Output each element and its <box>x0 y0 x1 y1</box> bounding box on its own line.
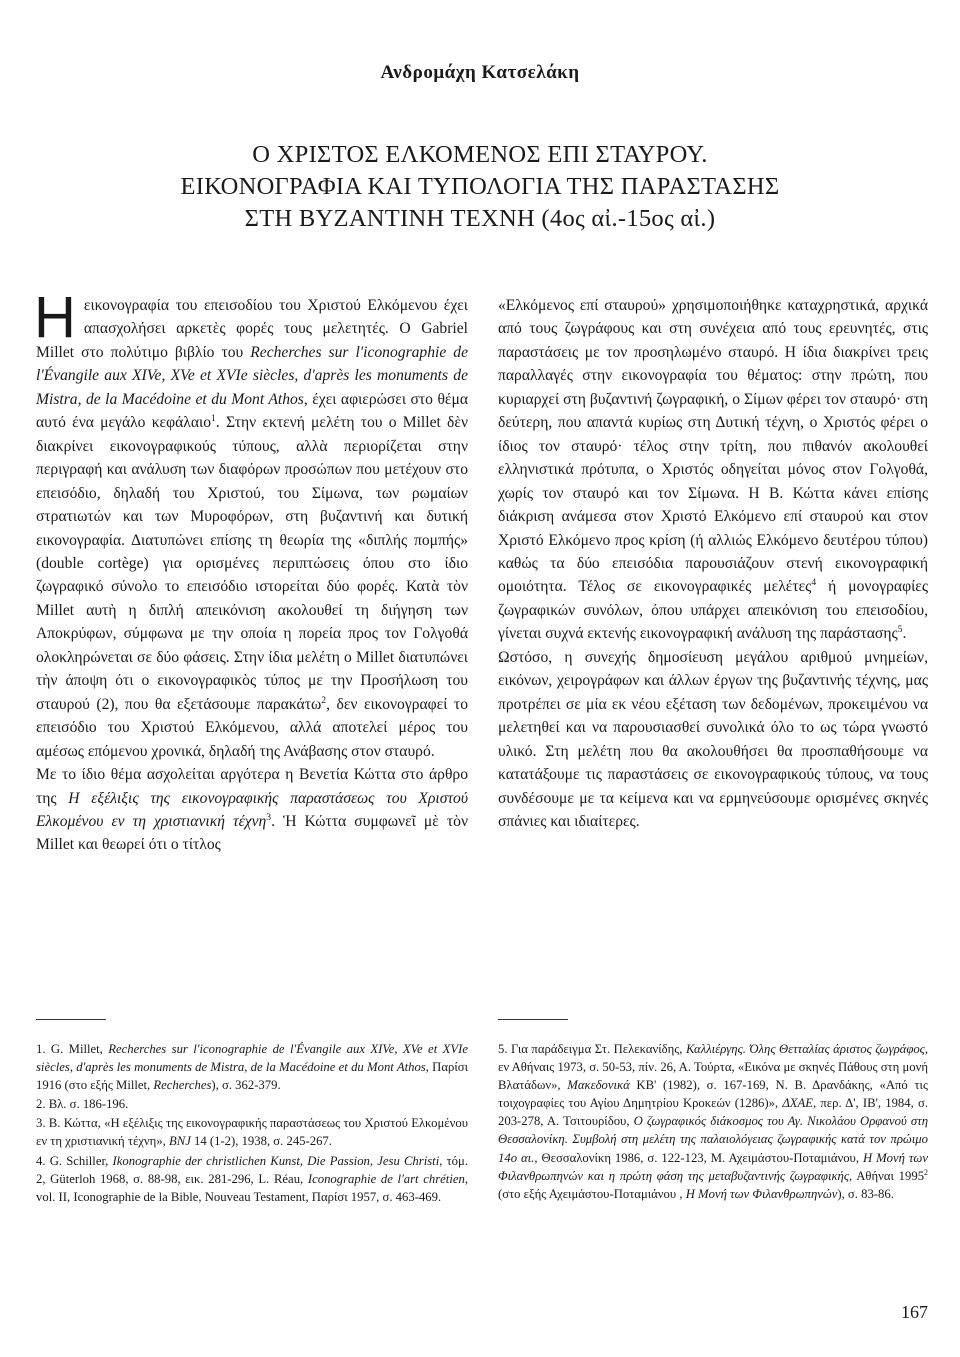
text-run: , Παρίσι 1916 (στο εξής Millet, <box>36 1060 468 1093</box>
footnote-2: 2. Βλ. σ. 186-196. <box>36 1097 129 1112</box>
text-run: (στο εξής Αχειμάστου-Ποταμιάνου , <box>498 1186 686 1201</box>
body-column-right <box>498 294 928 833</box>
text-run: ΚΒ' (1982), σ. 167-169, Ν. Β. Δρανδάκης, «Από τις τοιχογραφίες του Αγίου Δημητρίου Κροκεών (1286)», <box>498 1078 928 1111</box>
text-run: ΔΧΑΕ <box>782 1096 814 1111</box>
text-run: ), σ. 83-86. <box>837 1186 894 1201</box>
text-run: Ο ζωγραφικός διάκοσμος του Αγ. Νικολάου Ορφανού στη Θεσσαλονίκη. Συμβολή στη μελέτη της παλαιολόγειας ζωγραφικής κατά τον πρώιμο 14ο αι. <box>498 1114 928 1165</box>
text-run: 4. G. Schiller, <box>36 1153 113 1168</box>
text-run: Καλλιέργης. Όλης Θετταλίας άριστος ζωγράφος <box>685 1042 925 1056</box>
author-name: Ανδρομάχη Κατσελάκη <box>380 62 580 83</box>
footnote-ref-5[interactable]: 5 <box>897 624 903 636</box>
text-run: Η Μονή των Φιλανθρωπηνών <box>685 1186 838 1201</box>
title-line-3: ΣΤΗ ΒΥΖΑΝΤΙΝΗ ΤΕΧΝΗ (4ος αἰ.-15ος αἰ.) <box>244 205 716 232</box>
text-run: , Αθήναι 1995 <box>849 1168 925 1183</box>
text-run: 1. G. Millet, <box>36 1042 109 1056</box>
footnote-4 <box>36 1152 468 1206</box>
footnote-ref-4[interactable]: 4 <box>811 577 817 589</box>
text-run: ), σ. 362-379. <box>211 1078 281 1093</box>
footnote-ref-2[interactable]: 2 <box>321 694 327 706</box>
text-run: , τόμ. 2, Güterloh 1968, σ. 88-98, εικ. 281-296, L. Réau, <box>36 1153 469 1186</box>
text-run: Ikonographie der christlichen Kunst, Die Passion, Jesu Christi <box>112 1153 440 1168</box>
text-run: , δεν εικονογραφεί το επεισόδιο του Χριστού Ελκόμενου, αλλά αποτελεί μέρος του αμέσως επόμενου χρονικά, δηλαδή της Ανάβασης στον σταυρό. <box>36 695 468 760</box>
text-run: Recherches sur l'iconographie de l'Évangile aux XIVe, XVe et XVIe siècles, d'après les monuments de Mistra, de la Macédoine et du Mont Athos <box>36 1042 468 1075</box>
drop-cap: Η <box>34 285 76 350</box>
title-line-1: Ο ΧΡΙΣΤΟΣ ΕΛΚΟΜΕΝΟΣ ΕΠΙ ΣΤΑΥΡΟΥ. <box>252 141 708 168</box>
text-run: «Ελκόμενος επί σταυρού» χρησιμοποιήθηκε καταχρηστικά, αρχικά από τους ζωγράφους και στη συνέχεια από τους ερευνητές, στις παραστάσεις με τον προσηλωμένο σταυρό. Η ίδια διακρίνει τρεις παραλλαγές στην εικονογραφία του θέματος: στην πρώτη, που κυριαρχεί στη βυζαντινή ζωγραφική, ο Σίμων φέρει τον σταυρό· στη δεύτερη, που απαντά κυρίως στη Δυτική τέχνη, ο Χριστός φέρει ο ίδιος τον σταυρό· τέλος στην τρίτη, που πιθανόν ακολουθεί ελληνιστικά πρότυπα, ο Χριστός οδηγείται μόνος στον Γολγοθά, χωρίς τον σταυρό και τον Σίμωνα. Η Β. Κώττα κάνει επίσης διάκριση ανάμεσα στον Χριστό Ελκόμενο επί σταυρού και στον Χριστό Ελκόμενο προς κρίση (ή αλλιώς Ελκόμενο δευτέρου τύπου) καθώς τα δύο επεισόδια παρουσιάζουν στενή εικονογραφική ομοιότητα. Τέλος σε εικονογραφικές μελέτες <box>498 297 928 596</box>
footnote-divider-right <box>498 1019 568 1020</box>
text-run: , περ. Δ', ΙΒ', 1984, σ. 203-278, Α. Τσιτουρίδου, <box>498 1096 928 1129</box>
edition-superscript: 2 <box>924 1167 928 1177</box>
text-run: . Στην εκτενή μελέτη του ο Millet δὲν διακρίνει εικονογραφικούς τύπους, αλλὰ περιορίζεται στην περιγραφή και ανάλυση των διαφόρων προσώπων που μετέχουν στο επεισόδιο, δηλαδή του Χριστού, του Σίμωνα, των ρωμαίων στρατιωτών και των Μυροφόρων, στη βυζαντινή και δυτική εικονογραφία. Διατυπώνει επίσης τη θεωρία της «διπλής πομπής» (double cortège) για ορισμένες περιπτώσεις όπου στο ίδιο ζωγραφικό σύνολο το επεισόδιο ιστορείται δύο φορές. Κατὰ τὸν Millet αυτὴ η διπλή απεικόνιση ακολουθεί τη διήγηση των Αποκρύφων, σύμφωνα με την οποία η πορεία προς τον Γολγοθά ολοκληρώνεται σε δύο φάσεις. Στην ίδια μελέτη ο Millet διατυπώνει τὴν άποψη ότι ο εικονογραφικὸς τύπος με την Προσήλωση του σταυρού (2), που θα εξετάσουμε παρακάτω <box>36 414 468 713</box>
footnote-ref-1[interactable]: 1 <box>211 413 216 425</box>
text-run: BNJ <box>168 1134 191 1149</box>
article-reference-title: Η εξέλιξις της εικονογραφικής παραστάσεως του Χριστού Ελκομένου εν τη χριστιανική τέχνη <box>36 789 468 830</box>
text-run: , έχει αφιερώσει στο θέμα αυτό ένα μεγάλο κεφάλαιο <box>36 390 468 432</box>
title-line-2: ΕΙΚΟΝΟΓΡΑΦΙΑ ΚΑΙ ΤΥΠΟΛΟΓΙΑ ΤΗΣ ΠΑΡΑΣΤΑΣΗΣ <box>180 173 780 200</box>
text-run: 5. Για παράδειγμα Στ. Πελεκανίδης, <box>498 1042 686 1056</box>
text-run: Recherches <box>153 1078 212 1093</box>
text-run: ή μονογραφίες ζωγραφικών συνόλων, όπου υπάρχει απεικόνιση του επεισοδίου, γίνεται συχνά εκτενής εικονογραφική ανάλυση της παράστασης <box>498 578 928 643</box>
text-run: , vol. II, Iconographie de la Bible, Nouveau Testament, Παρίσι 1957, σ. 463-469. <box>36 1171 468 1204</box>
text-run: Μακεδονικά <box>567 1078 630 1093</box>
article-title <box>0 139 960 235</box>
text-run: Η Μονή των Φιλανθρωπηνών και η πρώτη φάση της μεταβυζαντινής ζωγραφικής <box>498 1150 928 1183</box>
text-run: 3. Β. Κώττα, «Η εξέλιξις της εικονογραφικής παραστάσεως του Χριστού Ελκομένου εν τη χριστιανική τέχνη», <box>36 1116 468 1149</box>
text-run: Με το ίδιο θέμα ασχολείται αργότερα η Βενετία Κώττα στο άρθρο της <box>36 766 468 807</box>
text-run: , Θεσσαλονίκη 1986, σ. 122-123, Μ. Αχειμάστου-Ποταμιάνου, <box>534 1150 863 1165</box>
text-run: . Ἡ Κώττα συμφωνεῖ μὲ τὸν Millet και θεωρεί ότι ο τίτλος <box>36 812 468 854</box>
text-run: . <box>902 625 907 643</box>
footnote-3 <box>36 1114 468 1150</box>
page-number: 167 <box>901 1302 928 1322</box>
paragraph-kotta <box>36 763 468 857</box>
book-title: Recherches sur l'iconographie de l'Évangile aux XIVe, XVe et XVIe siècles, d'après les monuments de Mistra, de la Macédoine et du Mont Athos <box>36 343 468 408</box>
paragraph-intro <box>34 285 468 763</box>
text-run: Iconographie de l'art chrétien <box>307 1171 465 1186</box>
text-run: εικονογραφία του επεισοδίου του Χριστού Ελκόμενου έχει απασχολήσει αρκετὲς φορές τους μελετητές. Ο Gabriel Millet στο πολύτιμο βιβλίο του <box>36 297 468 361</box>
paragraph-variants <box>498 294 928 646</box>
footnote-5 <box>498 1040 928 1203</box>
text-run: , εν Αθήναις 1973, σ. 50-53, πίν. 26, Α. Τούρτα, «Εικόνα με σκηνές Πάθους στη μονή Βλατάδων», <box>498 1042 929 1093</box>
body-column-left <box>34 285 468 857</box>
footnotes-left <box>36 1040 468 1207</box>
text-run: 14 (1-2), 1938, σ. 245-267. <box>190 1134 332 1149</box>
footnote-ref-3[interactable]: 3 <box>266 811 272 823</box>
footnote-divider-left <box>36 1019 106 1020</box>
paragraph-aims: Ωστόσο, η συνεχής δημοσίευση μεγάλου αριθμού μνημείων, εικόνων, χειρογράφων και άλλων έργων της βυζαντινής τέχνης, μας προτρέπει σε μία εκ νέου εξέταση των δεδομένων, προκειμένου να μελετηθεί και να παρουσιασθεί συνολικά όλο το ως τώρα γνωστό υλικό. Στη μελέτη που θα ακολουθήσει θα προσπαθήσουμε να κατατάξουμε τις παραστάσεις σε εικονογραφικούς τύπους, να τους συνδέσουμε με τα κείμενα και να ερμηνεύσουμε ορισμένες σκηνές σπάνιες και ιδιαίτερες. <box>498 648 928 830</box>
footnote-1 <box>36 1040 468 1094</box>
footnotes-right <box>498 1040 928 1204</box>
